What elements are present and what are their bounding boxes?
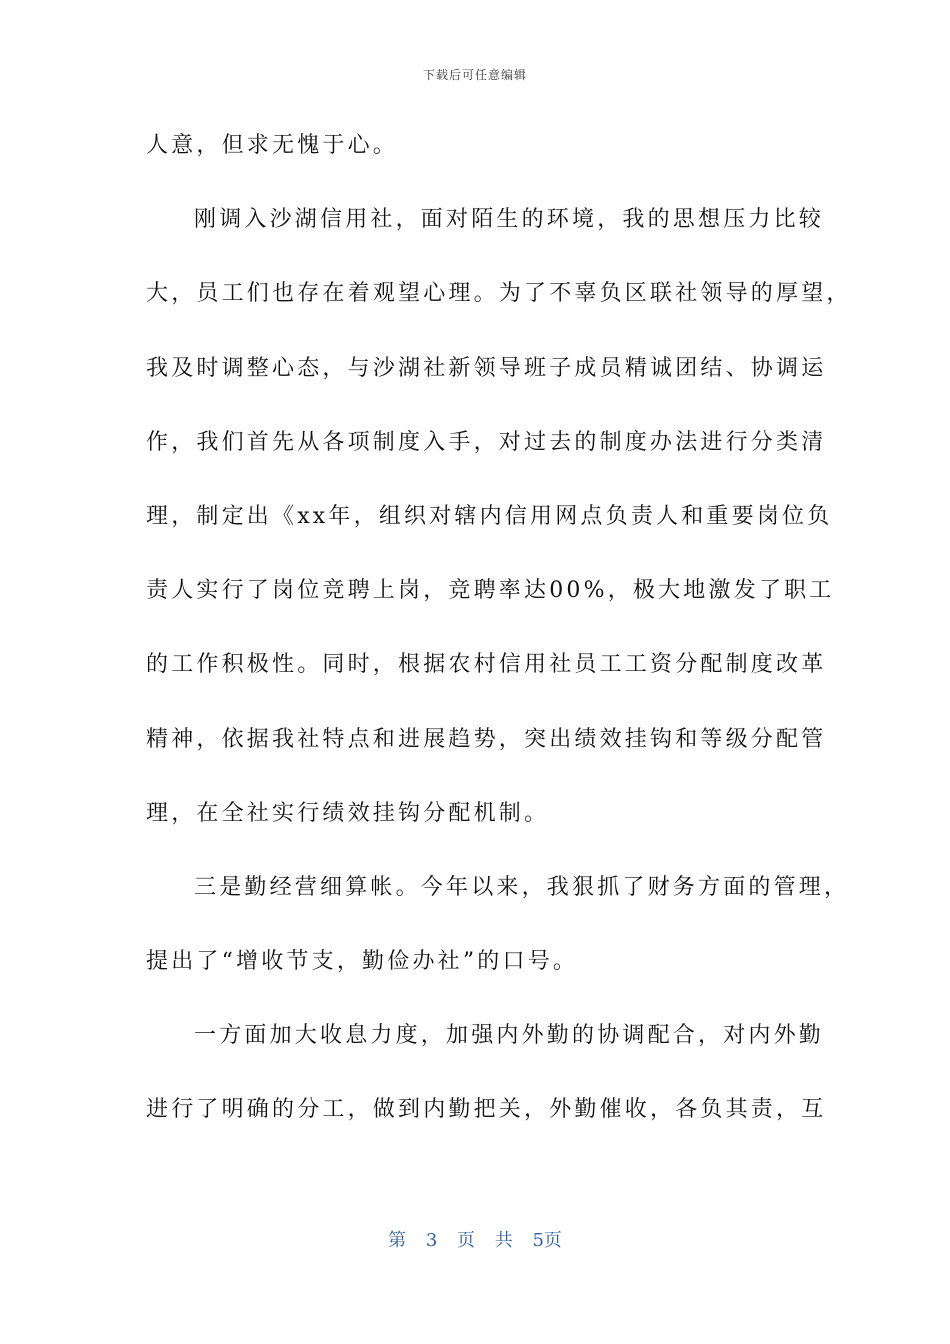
text-line: 大，员工们也存在着观望心理。为了不辜负区联社领导的厚望， — [146, 281, 852, 307]
text-line: 理，制定出《xx年，组织对辖内信用网点负责人和重要岗位负 — [146, 503, 833, 529]
page-label-total: 共 — [494, 1230, 513, 1251]
text-line: 精神，依据我社特点和进展趋势，突出绩效挂钩和等级分配管 — [146, 726, 827, 752]
text-line: 刚调入沙湖信用社，面对陌生的环境，我的思想压力比较 — [194, 207, 825, 233]
total-pages: 5页 — [532, 1230, 562, 1251]
text-line: 作，我们首先从各项制度入手，对过去的制度办法进行分类清 — [146, 429, 827, 455]
text-line: 一方面加大收息力度，加强内外勤的协调配合，对内外勤 — [194, 1023, 825, 1049]
text-line: 理，在全社实行绩效挂钩分配机制。 — [146, 800, 550, 826]
text-line: 人意，但求无愧于心。 — [146, 133, 399, 158]
text-line: 我及时调整心态，与沙湖社新领导班子成员精诚团结、协调运 — [146, 355, 827, 381]
page-label-prefix: 第 — [388, 1230, 407, 1251]
current-page-number: 3 — [425, 1230, 438, 1251]
page-number-footer — [0, 1226, 950, 1252]
header-note: 下载后可任意编辑 — [422, 68, 527, 82]
text-line: 提出了“增收节支，勤俭办社”的口号。 — [146, 949, 579, 975]
page-label-middle: 页 — [457, 1230, 475, 1251]
text-line: 三是勤经营细算帐。今年以来，我狠抓了财务方面的管理， — [194, 874, 850, 900]
text-line: 责人实行了岗位竞聘上岗，竞聘率达00%，极大地激发了职工 — [146, 578, 835, 604]
body-text — [146, 124, 852, 1163]
text-line: 的工作积极性。同时，根据农村信用社员工工资分配制度改革 — [146, 652, 827, 678]
text-line: 进行了明确的分工，做到内勤把关，外勤催收，各负其责，互 — [146, 1097, 827, 1123]
